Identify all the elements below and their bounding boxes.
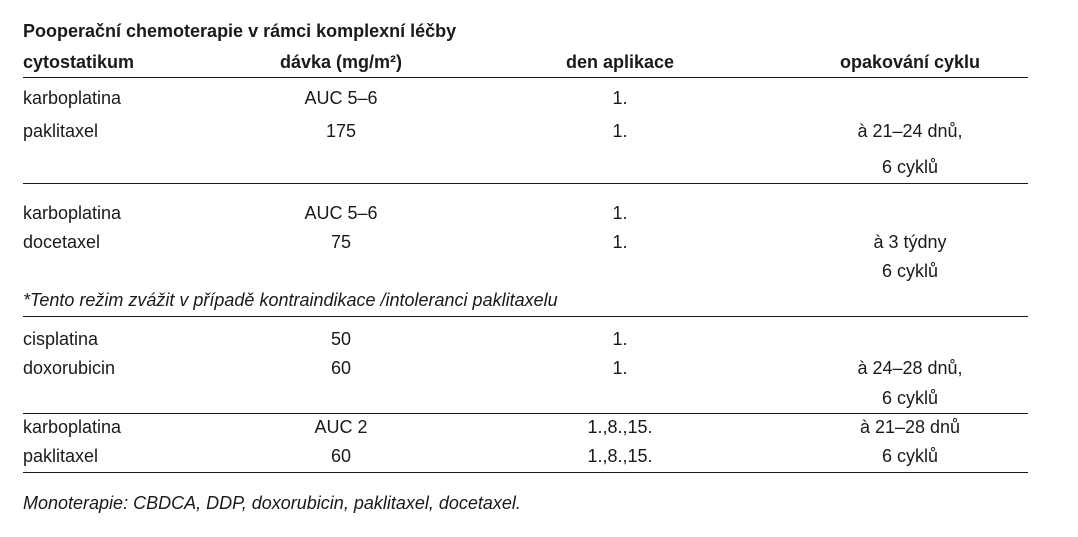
group-rule <box>23 413 1028 414</box>
table-row <box>0 230 1078 254</box>
table-row <box>0 356 1078 380</box>
cell-day: 1.,8.,15. <box>587 446 653 466</box>
table-row <box>0 415 1078 439</box>
cell-repeat: à 3 týdny <box>873 232 947 252</box>
cell-dose: 60 <box>330 446 352 466</box>
docetaxel-note: *Tento režim zvážit v případě kontraindikace /intoleranci paklitaxelu <box>23 290 558 310</box>
cell-day: 1. <box>612 121 628 141</box>
table-row <box>0 119 1078 143</box>
cell-dose: AUC 2 <box>314 417 368 437</box>
cell-repeat: 6 cyklů <box>881 388 939 408</box>
header-repeat: opakování cyklu <box>839 52 981 72</box>
table-row <box>0 86 1078 110</box>
table-bottom-rule <box>23 472 1028 473</box>
cell-drug: karboplatina <box>23 417 122 437</box>
header-rule <box>23 77 1028 78</box>
table-row <box>0 444 1078 468</box>
header-drug: cytostatikum <box>23 52 135 72</box>
header-day: den aplikace <box>565 52 675 72</box>
group-rule <box>23 316 1028 317</box>
cell-repeat: 6 cyklů <box>881 261 939 281</box>
cell-day: 1.,8.,15. <box>587 417 653 437</box>
table-header-row <box>0 50 1078 74</box>
cell-repeat: 6 cyklů <box>881 446 939 466</box>
table-row <box>0 155 1078 179</box>
cell-drug: cisplatina <box>23 329 99 349</box>
cell-repeat: à 21–28 dnů <box>859 417 961 437</box>
footer-note: Monoterapie: CBDCA, DDP, doxorubicin, paklitaxel, docetaxel. <box>23 493 521 513</box>
header-dose: dávka (mg/m²) <box>279 52 403 72</box>
cell-repeat: à 21–24 dnů, <box>857 121 963 141</box>
cell-drug: paklitaxel <box>23 121 99 141</box>
cell-drug: docetaxel <box>23 232 101 252</box>
cell-day: 1. <box>612 232 628 252</box>
cell-drug: doxorubicin <box>23 358 116 378</box>
cell-day: 1. <box>612 88 628 108</box>
cell-drug: karboplatina <box>23 203 122 223</box>
cell-repeat: à 24–28 dnů, <box>857 358 963 378</box>
table-row <box>0 201 1078 225</box>
cell-dose: 75 <box>330 232 352 252</box>
cell-dose: AUC 5–6 <box>304 203 378 223</box>
cell-day: 1. <box>612 203 628 223</box>
cell-day: 1. <box>612 358 628 378</box>
cell-dose: 175 <box>325 121 357 141</box>
table-row <box>0 386 1078 410</box>
cell-dose: 50 <box>330 329 352 349</box>
table-title: Pooperační chemoterapie v rámci komplexní léčby <box>23 21 457 41</box>
group-rule <box>23 183 1028 184</box>
table-row <box>0 259 1078 283</box>
cell-drug: paklitaxel <box>23 446 99 466</box>
cell-day: 1. <box>612 329 628 349</box>
cell-dose: AUC 5–6 <box>304 88 378 108</box>
cell-drug: karboplatina <box>23 88 122 108</box>
table-row <box>0 327 1078 351</box>
cell-repeat: 6 cyklů <box>881 157 939 177</box>
cell-dose: 60 <box>330 358 352 378</box>
